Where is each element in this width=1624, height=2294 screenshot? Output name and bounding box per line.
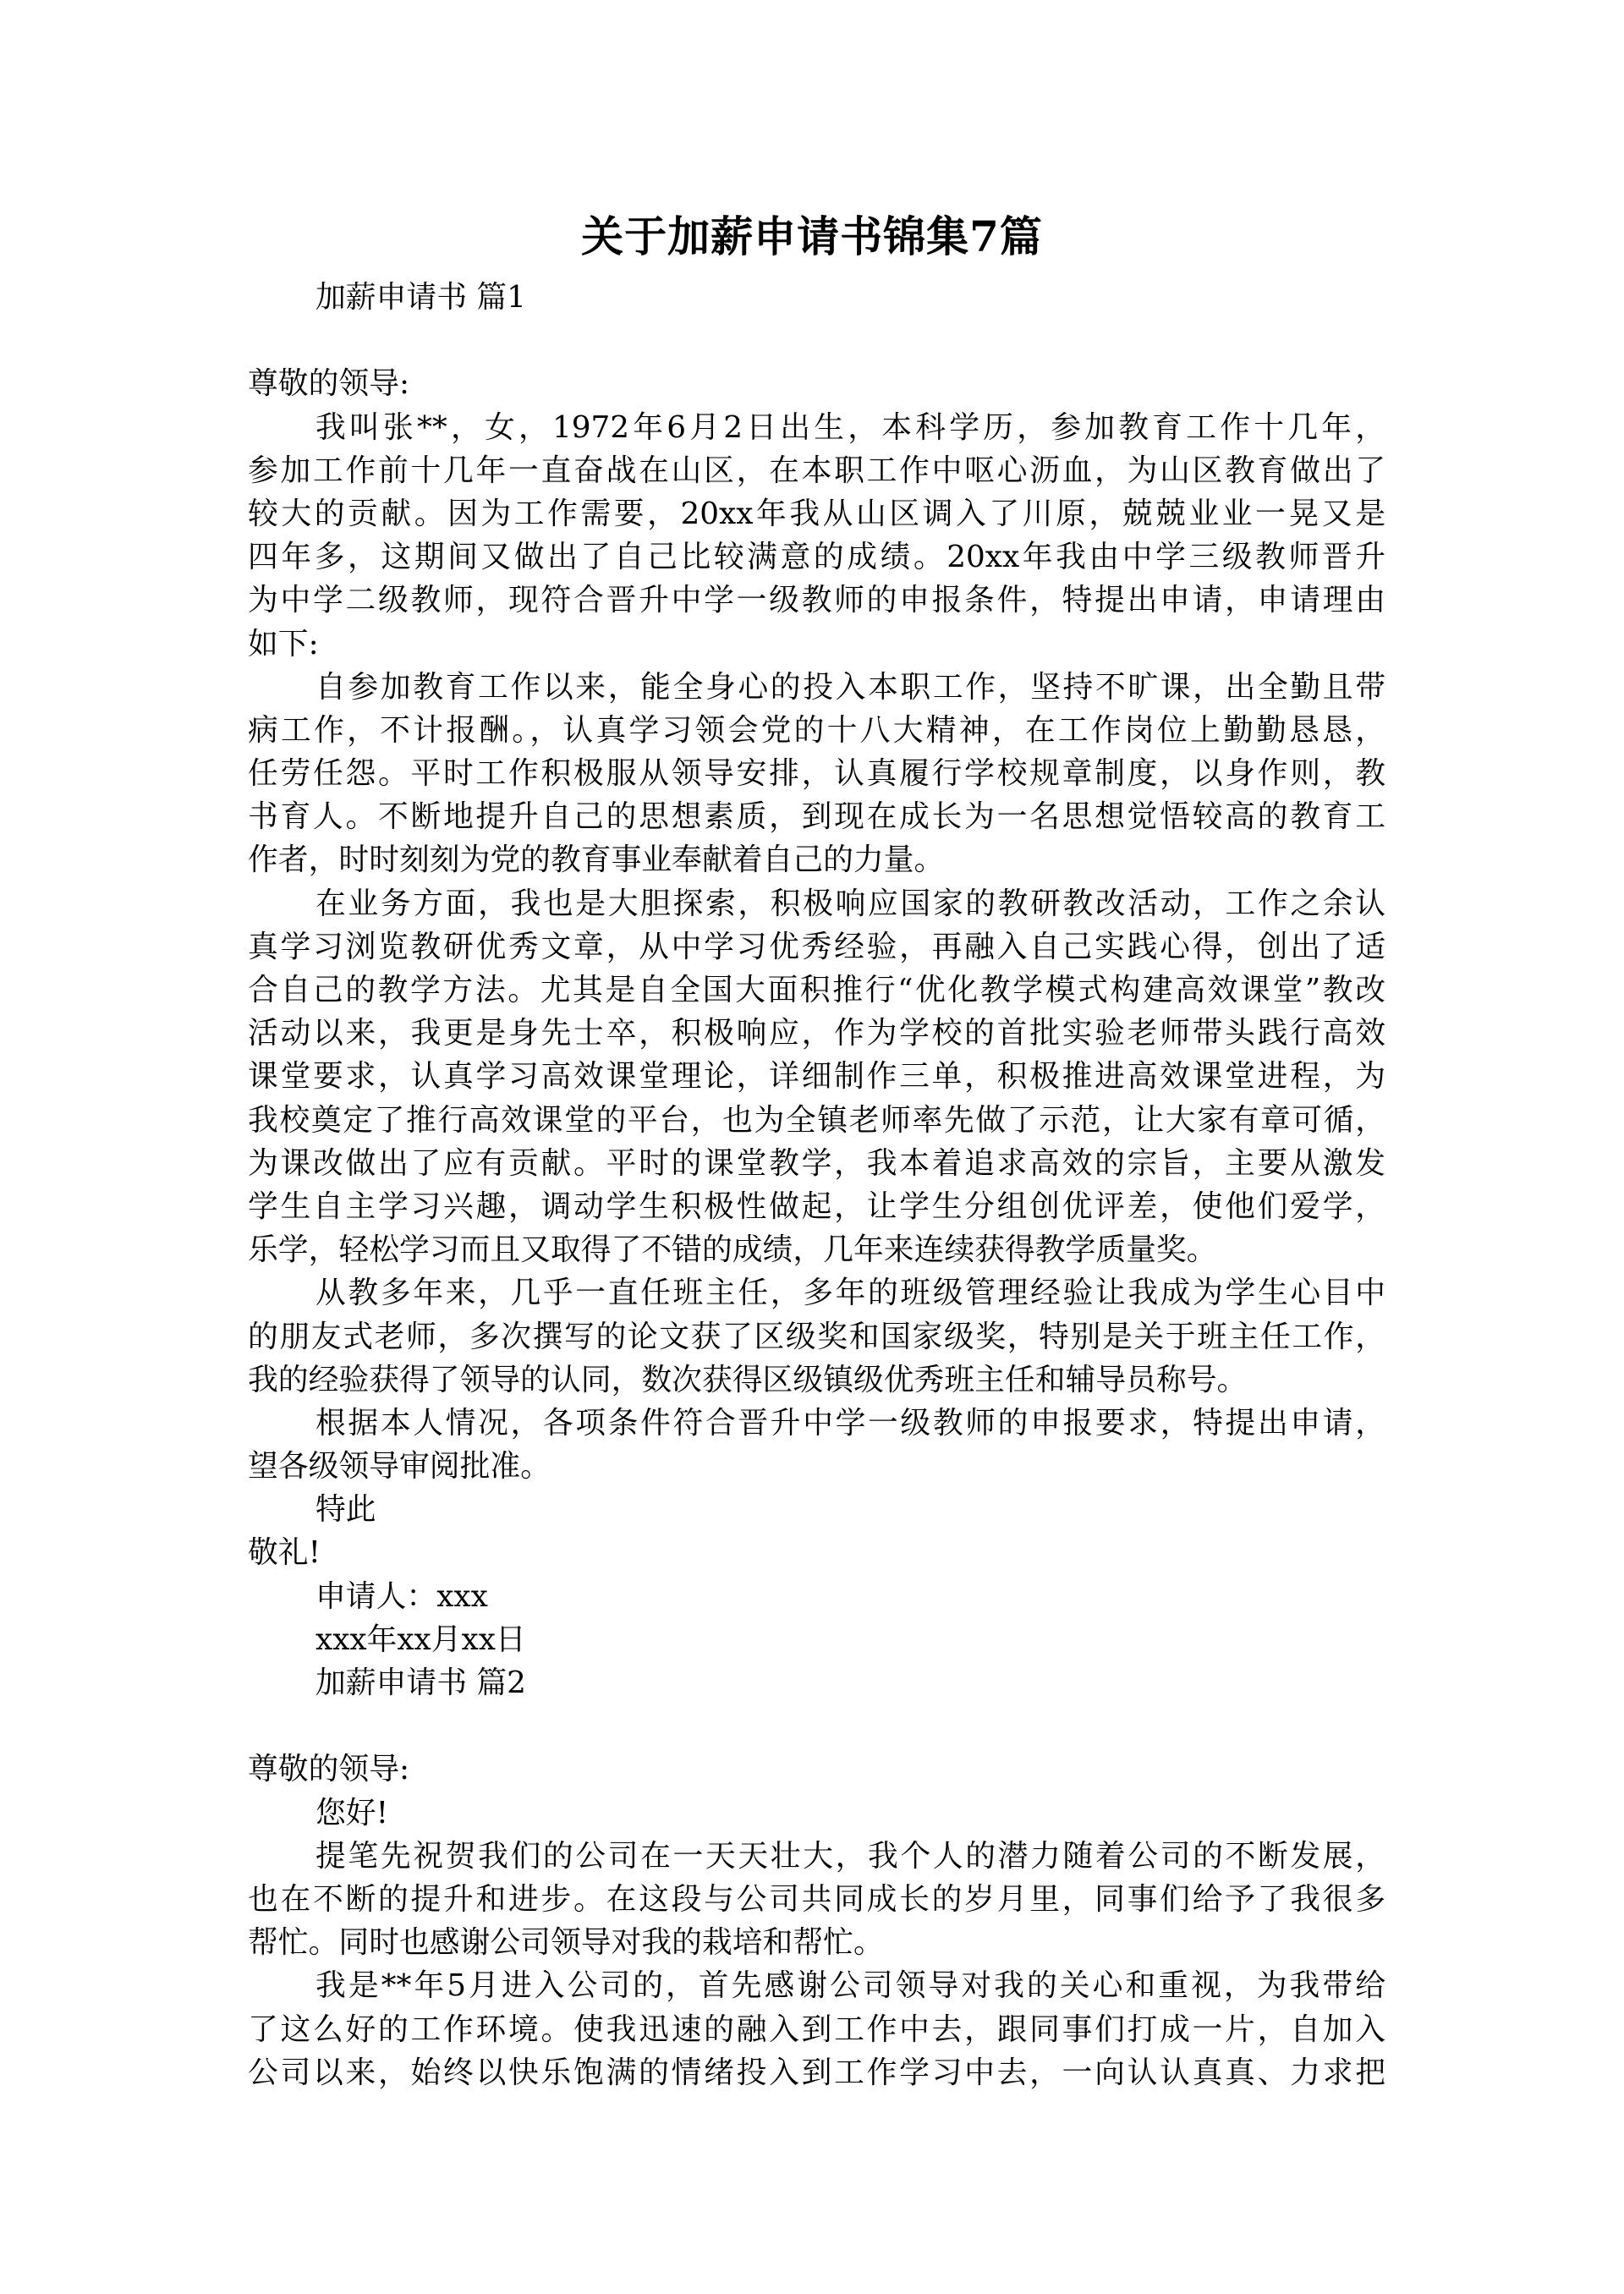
- salutation: 尊敬的领导:: [248, 1752, 410, 1787]
- text-line: 如下:: [248, 626, 319, 661]
- section-heading: 加薪申请书 篇1: [315, 280, 526, 315]
- text-line: 活动以来，我更是身先士卒，积极响应，作为学校的首批实验老师带头践行高效: [248, 1016, 1385, 1051]
- text-line: 我是**年5月进入公司的，首先感谢公司领导对我的关心和重视，为我带给: [315, 1968, 1385, 2004]
- blank-line: [248, 319, 1385, 362]
- text-line: 帮忙。同时也感谢公司领导对我的栽培和帮忙。: [248, 1925, 884, 1961]
- text-line: 合自己的教学方法。尤其是自全国大面积推行“优化教学模式构建高效课堂”教改: [248, 973, 1385, 1007]
- text-line: 提笔先祝贺我们的公司在一天天壮大，我个人的潜力随着公司的不断发展，: [315, 1838, 1385, 1874]
- paragraph: [248, 1271, 1385, 1402]
- text-line: 为课改做出了应有贡献。平时的课堂教学，我本着追求高效的宗旨，主要从激发: [248, 1145, 1385, 1181]
- salutation: 尊敬的领导:: [248, 366, 410, 402]
- text-line: 课堂要求，认真学习高效课堂理论，详细制作三单，积极推进高效课堂进程，为: [248, 1059, 1385, 1095]
- paragraph: [248, 882, 1385, 1272]
- text-line: 我校奠定了推行高效课堂的平台，也为全镇老师率先做了示范，让大家有章可循，: [248, 1102, 1385, 1138]
- document-title: 关于加薪申请书锦集7篇: [581, 211, 1043, 261]
- text-line: 书育人。不断地提升自己的思想素质，到现在成长为一名思想觉悟较高的教育工: [248, 799, 1385, 835]
- text-line: 的朋友式老师，多次撰写的论文获了区级奖和国家级奖，特别是关于班主任工作，: [248, 1319, 1385, 1354]
- text-line: 四年多，这期间又做出了自己比较满意的成绩。20xx年我由中学三级教师晋升: [248, 540, 1385, 575]
- blank-line: [248, 1704, 1385, 1748]
- text-line: 参加工作前十几年一直奋战在山区，在本职工作中呕心沥血，为山区教育做出了: [248, 453, 1385, 488]
- text-line: 真学习浏览教研优秀文章，从中学习优秀经验，再融入自己实践心得，创出了适: [248, 929, 1385, 964]
- section-heading: 加薪申请书 篇2: [315, 1666, 526, 1700]
- text-line: 乐学，轻松学习而且又取得了不错的成绩，几年来连续获得教学质量奖。: [248, 1232, 1217, 1268]
- paragraph: [248, 1835, 1385, 1965]
- greeting: 您好!: [315, 1795, 388, 1830]
- paragraph: [248, 406, 1385, 666]
- closing-salute: 敬礼!: [248, 1535, 321, 1571]
- paragraph: [248, 1402, 1385, 1488]
- text-line: 任劳任怨。平时工作积极服从领导安排，认真履行学校规章制度，以身作则，教: [248, 756, 1385, 792]
- text-line: 较大的贡献。因为工作需要，20xx年我从山区调入了川原，兢兢业业一晃又是: [248, 496, 1385, 531]
- paragraph: [248, 666, 1385, 882]
- closing-phrase: 特此: [315, 1492, 376, 1528]
- text-line: 望各级领导审阅批准。: [248, 1449, 551, 1485]
- text-line: 公司以来，始终以快乐饱满的情绪投入到工作学习中去，一向认认真真、力求把: [248, 2055, 1385, 2090]
- text-line: 从教多年来，几乎一直任班主任，多年的班级管理经验让我成为学生心目中: [315, 1276, 1385, 1311]
- text-line: 作者，时时刻刻为党的教育事业奉献着自己的力量。: [248, 842, 945, 878]
- text-line: 也在不断的提升和进步。在这段与公司共同成长的岁月里，同事们给予了我很多: [248, 1881, 1385, 1917]
- application-date: xxx年xx月xx日: [315, 1622, 526, 1657]
- text-line: 病工作，不计报酬。，认真学习领会党的十八大精神，在工作岗位上勤勤恳恳，: [248, 712, 1385, 748]
- text-line: 为中学二级教师，现符合晋升中学一级教师的申报条件，特提出申请，申请理由: [248, 583, 1385, 618]
- text-line: 根据本人情况，各项条件符合晋升中学一级教师的申报要求，特提出申请，: [315, 1405, 1385, 1441]
- applicant-name: 申请人：xxx: [315, 1578, 488, 1614]
- text-line: 自参加教育工作以来，能全身心的投入本职工作，坚持不旷课，出全勤且带: [315, 669, 1385, 705]
- text-line: 我的经验获得了领导的认同，数次获得区级镇级优秀班主任和辅导员称号。: [248, 1362, 1248, 1397]
- text-line: 了这么好的工作环境。使我迅速的融入到工作中去，跟同事们打成一片，自加入: [248, 2011, 1385, 2047]
- paragraph: [248, 1964, 1385, 2094]
- text-line: 我叫张**，女，1972年6月2日出生，本科学历，参加教育工作十几年，: [315, 409, 1385, 445]
- document-body: [248, 276, 1385, 2094]
- text-line: 在业务方面，我也是大胆探索，积极响应国家的教研教改活动，工作之余认: [315, 886, 1385, 921]
- text-line: 学生自主学习兴趣，调动学生积极性做起，让学生分组创优评差，使他们爱学，: [248, 1188, 1385, 1224]
